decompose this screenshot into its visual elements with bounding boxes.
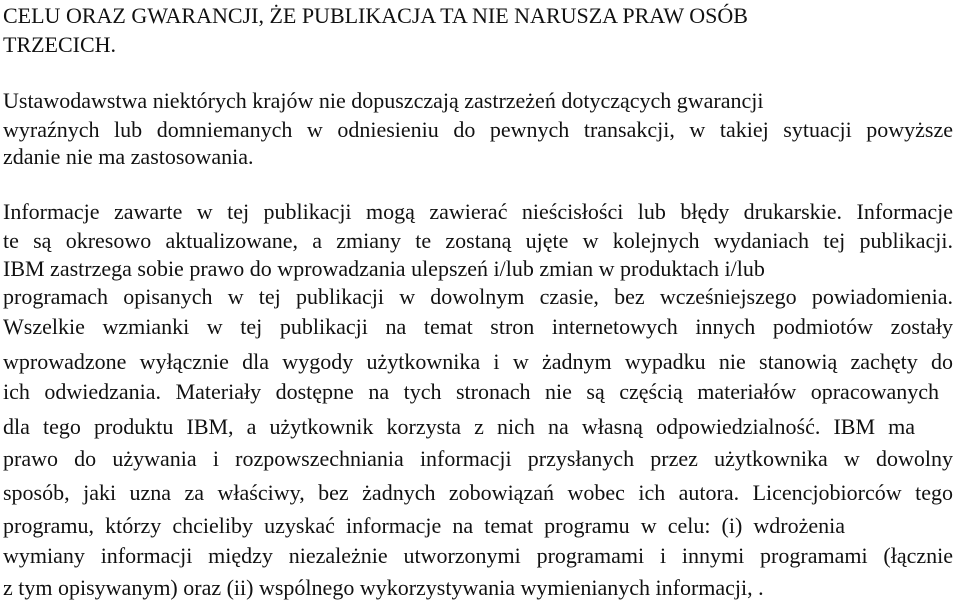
paragraph-line: te są okresowo aktualizowane, a zmiany te zostaną ujęte w kolejnych wydaniach tej publikacji. <box>3 228 953 253</box>
paragraph-line: prawo do używania i rozpowszechniania informacji przysłanych przez użytkownika w dowolny <box>3 446 953 471</box>
paragraph-line: wymiany informacji między niezależnie utworzonymi programami i innymi programami (łącznie <box>3 543 953 568</box>
paragraph-line: dla tego produktu IBM, a użytkownik korzysta z nich na własną odpowiedzialność. IBM ma <box>3 414 915 439</box>
paragraph-line: ich odwiedzania. Materiały dostępne na tych stronach nie są częścią materiałów opracowanych <box>3 379 939 404</box>
heading-line: TRZECICH. <box>3 32 117 57</box>
paragraph-line: sposób, jaki uzna za właściwy, bez żadnych zobowiązań wobec ich autora. Licencjobiorców tego <box>3 480 953 505</box>
paragraph-line: wprowadzone wyłącznie dla wygody użytkownika i w żadnym wypadku nie stanowią zachęty do <box>3 349 953 374</box>
paragraph-line: Ustawodawstwa niektórych krajów nie dopuszczają zastrzeżeń dotyczących gwarancji <box>3 88 764 113</box>
heading-line: CELU ORAZ GWARANCJI, ŻE PUBLIKACJA TA NIE NARUSZA PRAW OSÓB <box>3 3 748 28</box>
paragraph-line: programu, którzy chcieliby uzyskać informacje na temat programu w celu: (i) wdrożenia <box>3 513 845 538</box>
paragraph-line: z tym opisywanym) oraz (ii) wspólnego wykorzystywania wymienianych informacji, . <box>3 575 764 600</box>
paragraph-line: IBM zastrzega sobie prawo do wprowadzania ulepszeń i/lub zmian w produktach i/lub <box>3 256 765 281</box>
paragraph-line: Informacje zawarte w tej publikacji mogą zawierać nieścisłości lub błędy drukarskie. Informacje <box>3 199 953 224</box>
paragraph-line: programach opisanych w tej publikacji w dowolnym czasie, bez wcześniejszego powiadomienia. <box>3 284 953 309</box>
paragraph-line: wyraźnych lub domniemanych w odniesieniu do pewnych transakcji, w takiej sytuacji powyższe <box>3 117 953 142</box>
paragraph-line: Wszelkie wzmianki w tej publikacji na temat stron internetowych innych podmiotów zostały <box>3 314 953 339</box>
paragraph-line: zdanie nie ma zastosowania. <box>3 144 254 169</box>
